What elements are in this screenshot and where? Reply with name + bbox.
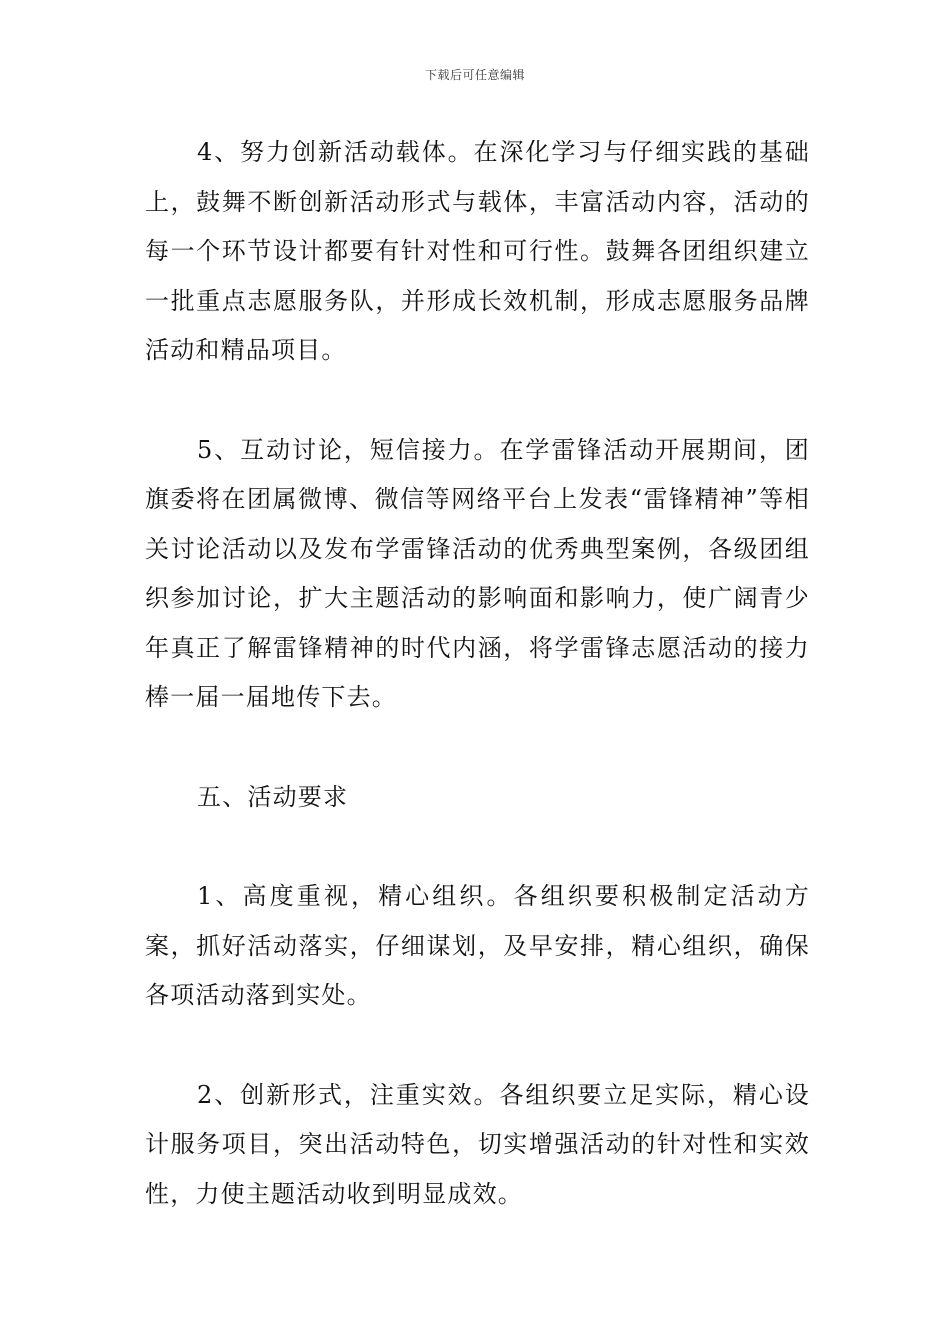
paragraph-requirement-2: 2、创新形式，注重实效。各组织要立足实际，精心设计服务项目，突出活动特色，切实增强活动的针对性和实效性，力使主题活动收到明显成效。 [145, 1080, 810, 1208]
section-heading-activity-requirements: 五、活动要求 [197, 782, 349, 811]
page-header-note: 下载后可任意编辑 [424, 68, 525, 82]
document-body [145, 128, 810, 1219]
paragraph-item-5: 5、互动讨论，短信接力。在学雷锋活动开展期间，团旗委将在团属微博、微信等网络平台上发表“雷锋精神”等相关讨论活动以及发布学雷锋活动的优秀典型案例，各级团组织参加讨论，扩大主题活动的影响面和影响力，使广阔青少年真正了解雷锋精神的时代内涵，将学雷锋志愿活动的接力棒一届一届地传下去。 [145, 435, 810, 711]
paragraph-requirement-1: 1、高度重视，精心组织。各组织要积极制定活动方案，抓好活动落实，仔细谋划，及早安排，精心组织，确保各项活动落到实处。 [145, 882, 810, 1009]
paragraph-item-4: 4、努力创新活动载体。在深化学习与仔细实践的基础上，鼓舞不断创新活动形式与载体，丰富活动内容，活动的每一个环节设计都要有针对性和可行性。鼓舞各团组织建立一批重点志愿服务队，并形成长效机制，形成志愿服务品牌活动和精品项目。 [145, 138, 810, 364]
